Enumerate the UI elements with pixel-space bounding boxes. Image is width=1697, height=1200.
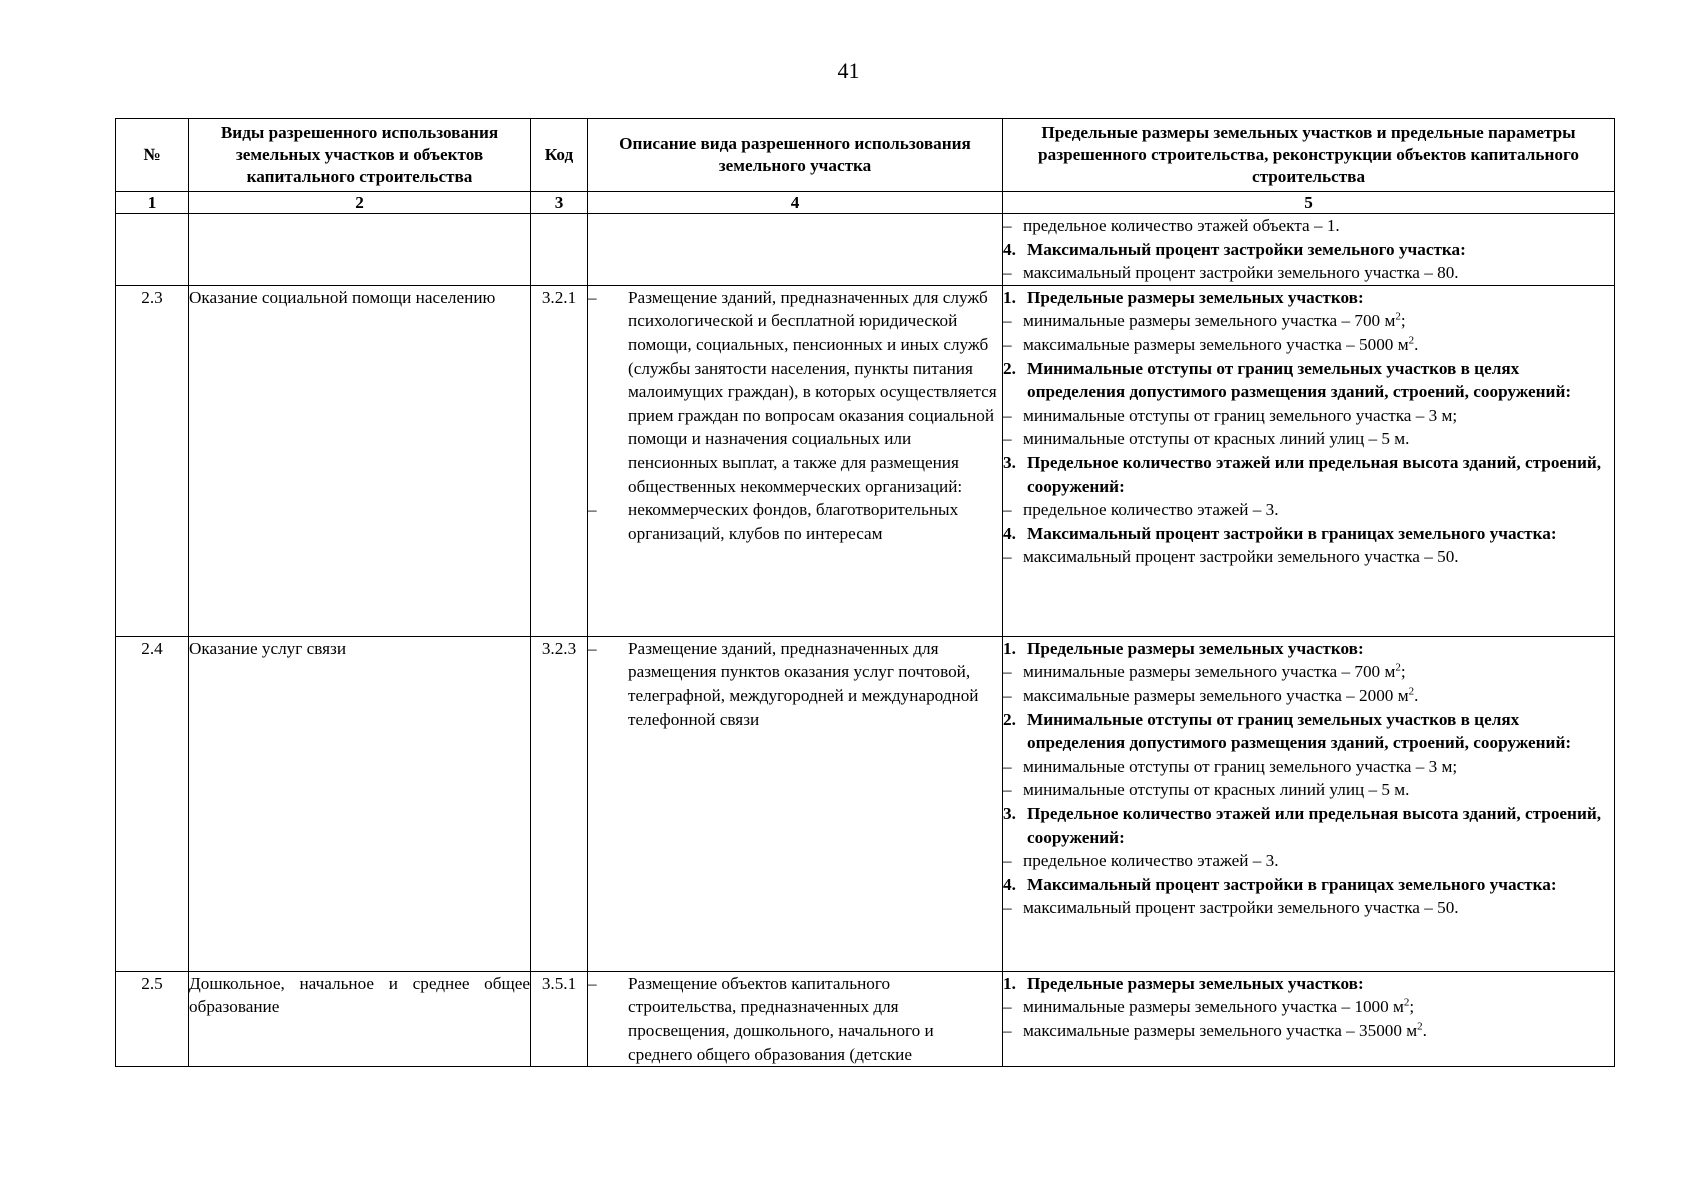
limit-heading: 2. Минимальные отступы от границ земельных участков в целях определения допустимого размещения зданий, строений, сооружений:	[1003, 358, 1572, 402]
limit-heading: 1. Предельные размеры земельных участков:	[1003, 638, 1364, 658]
limit-line: – минимальные размеры земельного участка – 1000 $м^2$;	[1003, 996, 1415, 1017]
limit-line: – максимальный процент застройки земельного участка – 50.	[1003, 547, 1459, 567]
column-number: 3	[531, 192, 588, 214]
limit-heading: 1. Предельные размеры земельных участков:	[1003, 287, 1364, 307]
column-number: 5	[1003, 192, 1615, 214]
column-number: 4	[588, 192, 1003, 214]
use-code: 3.2.3	[531, 636, 588, 971]
limits-cell	[1003, 285, 1615, 636]
limit-heading: 2. Минимальные отступы от границ земельных участков в целях определения допустимого размещения зданий, строений, сооружений:	[1003, 709, 1572, 753]
limit-line: – минимальные размеры земельного участка – 700 $м^2$;	[1003, 661, 1406, 682]
row-number: 2.3	[116, 285, 189, 636]
description-item: – Размещение зданий, предназначенных для размещения пунктов оказания услуг почтовой, телеграфной, междугородней и международной телефонной связи	[588, 638, 979, 729]
table-row	[116, 214, 1615, 286]
use-type	[189, 214, 531, 286]
header-num: №	[116, 119, 189, 192]
column-number-row	[116, 192, 1615, 214]
limit-line: – максимальный процент застройки земельного участка – 50.	[1003, 898, 1459, 918]
limit-line: – минимальные отступы от границ земельного участка – 3 м;	[1003, 756, 1458, 776]
use-code: 3.2.1	[531, 285, 588, 636]
limit-line: – предельное количество этажей – 3.	[1003, 851, 1279, 871]
page-number: 41	[837, 58, 860, 83]
use-description	[588, 971, 1003, 1066]
land-use-table	[115, 118, 1615, 1067]
use-type: Дошкольное, начальное и среднее общее образование	[189, 971, 531, 1066]
limit-line: – максимальные размеры земельного участка – 5000 $м^2$.	[1003, 334, 1419, 354]
description-item: – Размещение объектов капитального строительства, предназначенных для просвещения, дошкольного, начального и среднего общего образования (детские	[588, 973, 934, 1064]
limit-heading: 4. Максимальный процент застройки в границах земельного участка:	[1003, 523, 1557, 543]
header-limits: Предельные размеры земельных участков и предельные параметры разрешенного строительства, реконструкции объектов капитального строительства	[1003, 119, 1615, 192]
description-item: – Размещение зданий, предназначенных для служб психологической и бесплатной юридической помощи, социальных, пенсионных и иных служб (службы занятости населения, пункты питания малоимущих граждан), в которых осуществляется прием граждан по вопросам оказания социальной помощи и назначения социальных или пенсионных выплат, а также для размещения общественных некоммерческих организаций:	[588, 287, 997, 496]
limit-line: – максимальные размеры земельного участка – 35000 $м^2$.	[1003, 1020, 1427, 1040]
limit-line: – минимальные отступы от границ земельного участка – 3 м;	[1003, 405, 1458, 425]
table-row	[116, 636, 1615, 971]
row-number: 2.4	[116, 636, 189, 971]
column-number: 1	[116, 192, 189, 214]
limit-heading: 4. Максимальный процент застройки в границах земельного участка:	[1003, 874, 1557, 894]
limit-line: – максимальный процент застройки земельного участка – 80.	[1003, 263, 1459, 283]
table-row	[116, 285, 1615, 636]
use-type: Оказание услуг связи	[189, 636, 531, 971]
use-description	[588, 285, 1003, 636]
limit-line: – максимальные размеры земельного участка – 2000 $м^2$.	[1003, 685, 1419, 705]
header-description: Описание вида разрешенного использования земельного участка	[588, 119, 1003, 192]
use-description	[588, 636, 1003, 971]
column-number: 2	[189, 192, 531, 214]
limit-line: – минимальные размеры земельного участка – 700 $м^2$;	[1003, 310, 1406, 331]
limit-heading: 3. Предельное количество этажей или предельная высота зданий, строений, сооружений:	[1003, 803, 1602, 847]
description-item: – некоммерческих фондов, благотворительных организаций, клубов по интересам	[588, 500, 959, 543]
row-number: 2.5	[116, 971, 189, 1066]
use-description	[588, 214, 1003, 286]
header-use-type: Виды разрешенного использования земельных участков и объектов капитального строительства	[189, 119, 531, 192]
limits-cell	[1003, 214, 1615, 286]
header-code: Код	[531, 119, 588, 192]
limit-line: – предельное количество этажей – 3.	[1003, 500, 1279, 520]
limits-cell	[1003, 636, 1615, 971]
use-code: 3.5.1	[531, 971, 588, 1066]
limit-line: – минимальные отступы от красных линий улиц – 5 м.	[1003, 429, 1410, 449]
row-number	[116, 214, 189, 286]
limit-heading: 4. Максимальный процент застройки земельного участка:	[1003, 239, 1466, 259]
table-header-row	[116, 119, 1615, 192]
use-code	[531, 214, 588, 286]
limit-line: – предельное количество этажей объекта – 1.	[1003, 216, 1340, 235]
limit-heading: 3. Предельное количество этажей или предельная высота зданий, строений, сооружений:	[1003, 452, 1602, 496]
limit-heading: 1. Предельные размеры земельных участков:	[1003, 973, 1364, 993]
table-row	[116, 971, 1615, 1066]
limits-cell	[1003, 971, 1615, 1066]
use-type: Оказание социальной помощи населению	[189, 285, 531, 636]
limit-line: – минимальные отступы от красных линий улиц – 5 м.	[1003, 780, 1410, 800]
